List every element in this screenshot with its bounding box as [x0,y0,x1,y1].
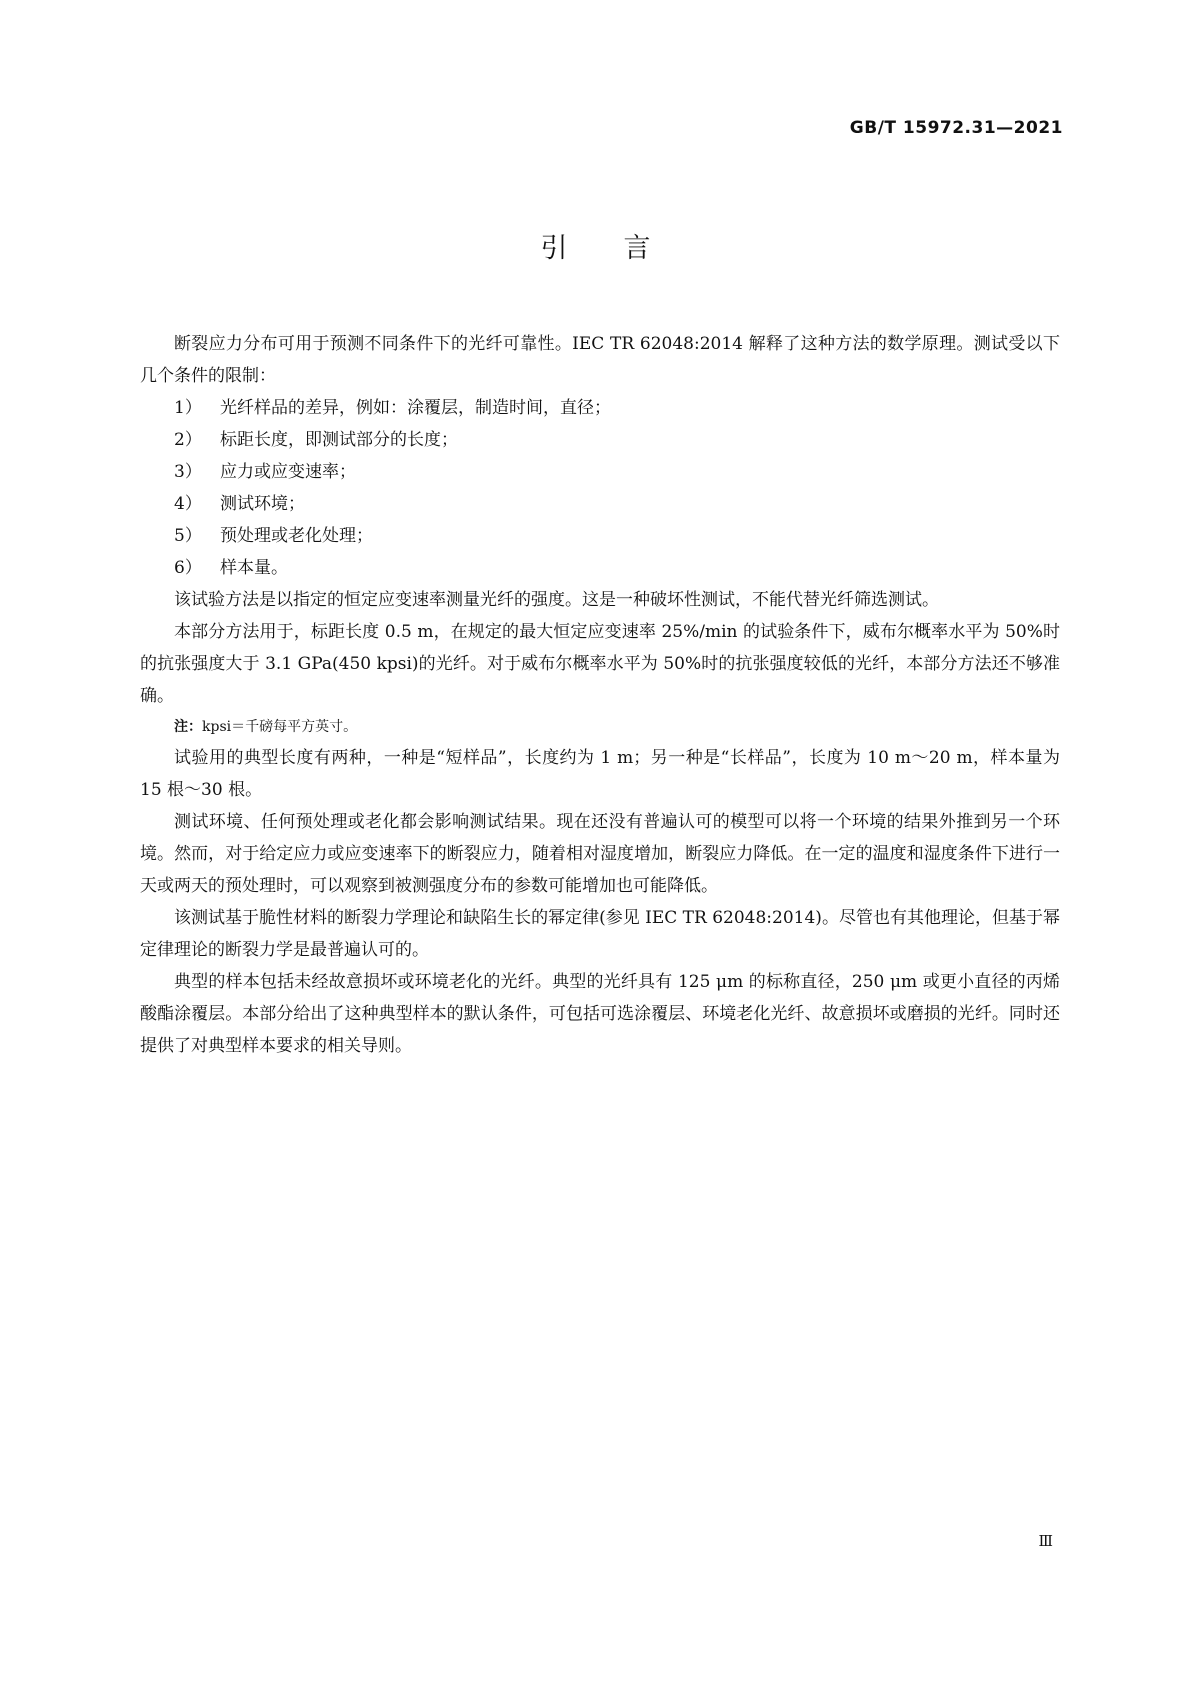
paragraph: 典型的样本包括未经故意损坏或环境老化的光纤。典型的光纤具有 125 μm 的标称直径，250 μm 或更小直径的丙烯酸酯涂覆层。本部分给出了这种典型样本的默认条件，可包括可选涂覆层、环境老化光纤、故意损坏或磨损的光纤。同时还提供了对典型样本要求的相关导则。 [140,972,1060,1056]
paragraph: 该测试基于脆性材料的断裂力学理论和缺陷生长的幂定律(参见 IEC TR 62048:2014)。尽管也有其他理论，但基于幂定律理论的断裂力学是最普遍认可的。 [140,908,1060,960]
note [140,712,1060,742]
note-label: 注： [174,719,202,735]
list-item-number: 3） [174,462,202,482]
list-item-text: 样本量。 [220,558,288,578]
list-item-number: 5） [174,526,202,546]
list-item-text: 预处理或老化处理； [220,526,373,546]
list-item-text: 光纤样品的差异，例如：涂覆层，制造时间，直径； [220,398,611,418]
paragraph: 断裂应力分布可用于预测不同条件下的光纤可靠性。IEC TR 62048:2014 解释了这种方法的数学原理。测试受以下几个条件的限制： [140,334,1060,386]
list-item-number: 6） [174,558,202,578]
list-item [140,520,1060,552]
list-item-text: 测试环境； [220,494,305,514]
list-item [140,392,1060,424]
list-item-number: 1） [174,398,202,418]
list-item-text: 应力或应变速率； [220,462,356,482]
list-item-text: 标距长度，即测试部分的长度； [220,430,458,450]
note-text: kpsi＝千磅每平方英寸。 [202,719,358,735]
list-item [140,552,1060,584]
page-title: 引言 [540,233,707,264]
page-number: Ⅲ [1038,1532,1053,1550]
list-item-number: 2） [174,430,202,450]
list-item [140,424,1060,456]
paragraph: 测试环境、任何预处理或老化都会影响测试结果。现在还没有普遍认可的模型可以将一个环境的结果外推到另一个环境。然而，对于给定应力或应变速率下的断裂应力，随着相对湿度增加，断裂应力降低。在一定的温度和湿度条件下进行一天或两天的预处理时，可以观察到被测强度分布的参数可能增加也可能降低。 [140,812,1060,896]
paragraph: 该试验方法是以指定的恒定应变速率测量光纤的强度。这是一种破坏性测试，不能代替光纤筛选测试。 [174,590,939,610]
list-item-number: 4） [174,494,202,514]
paragraph: 本部分方法用于，标距长度 0.5 m，在规定的最大恒定应变速率 25%/min 的试验条件下，威布尔概率水平为 50%时的抗张强度大于 3.1 GPa(450 kpsi)的光纤。对于威布尔概率水平为 50%时的抗张强度较低的光纤，本部分方法还不够准确。 [140,622,1060,706]
document-body [140,328,1060,1062]
list-item [140,456,1060,488]
standard-number: GB/T 15972.31—2021 [849,118,1063,138]
paragraph: 试验用的典型长度有两种，一种是“短样品”，长度约为 1 m；另一种是“长样品”，长度为 10 m～20 m，样本量为 15 根～30 根。 [140,748,1060,800]
list-item [140,488,1060,520]
